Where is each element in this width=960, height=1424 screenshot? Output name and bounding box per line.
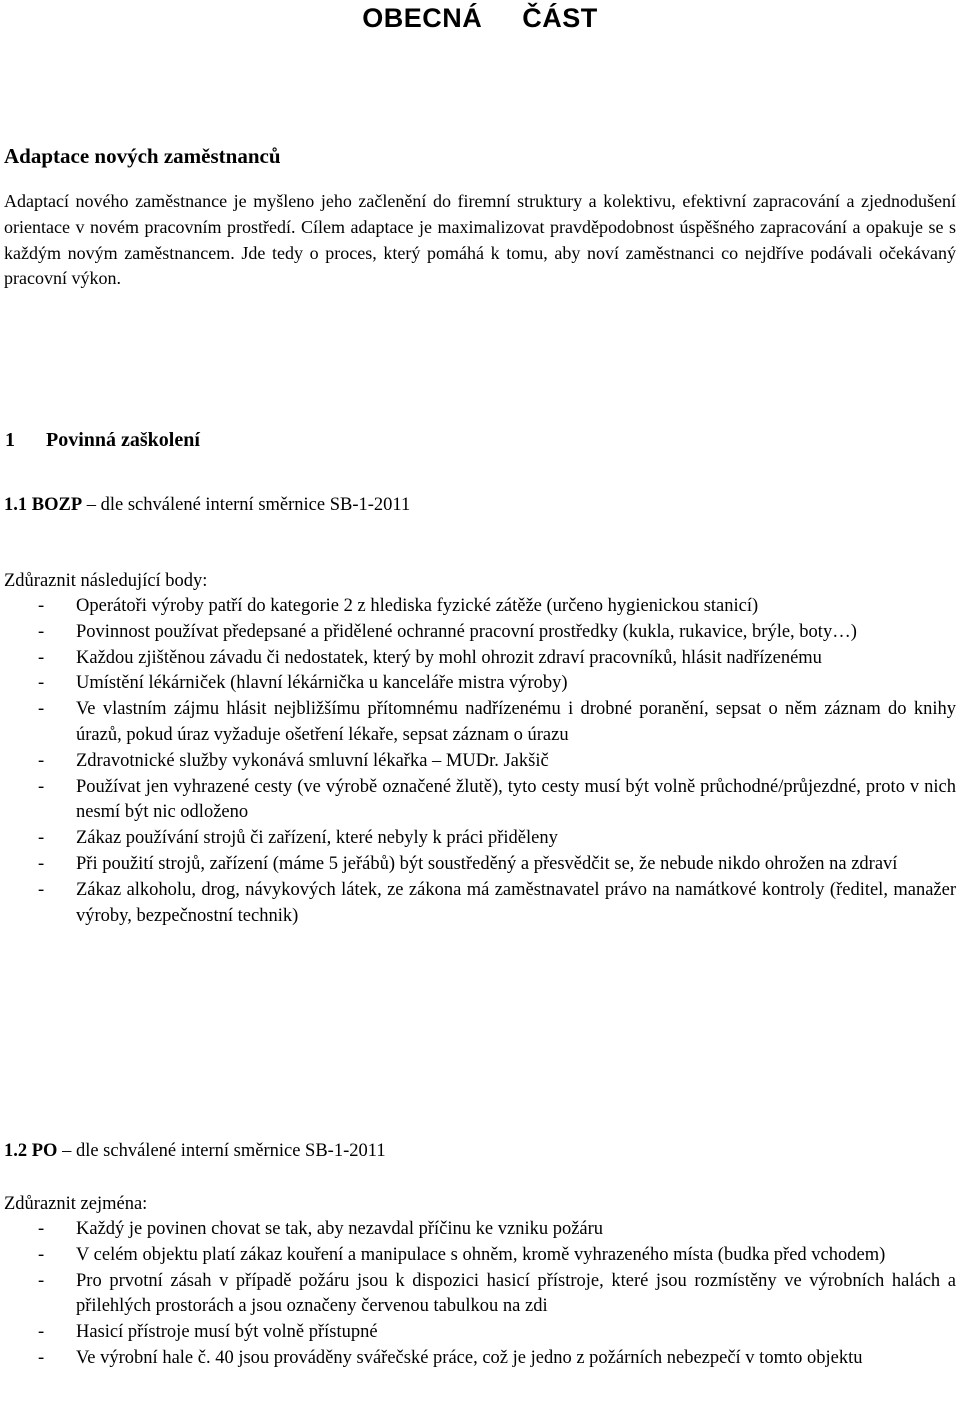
bozp-list-item: - Zákaz používání strojů či zařízení, které nebyly k práci přiděleny [0,826,956,852]
bozp-list-item: - Každou zjištěnou závadu či nedostatek, který by mohl ohrozit zdraví pracovníků, hlásit nadřízenému [0,646,956,672]
adaptation-heading: Adaptace nových zaměstnanců [4,144,281,168]
po-intro: Zdůraznit zejména: [4,1194,148,1214]
bozp-list-item: - Zákaz alkoholu, drog, návykových látek, ze zákona má zaměstnavatel právo na namátkové kontroly (ředitel, manažer výroby, bezpečnostní technik) [0,878,956,930]
bozp-rest: – dle schválené interní směrnice SB-1-2011 [82,495,411,515]
adaptation-paragraph: Adaptací nového zaměstnance je myšleno jeho začlenění do firemní struktury a kolektivu, efektivní zapracování a zjednodušení orientace v novém pracovním prostředí. Cílem adaptace je maximalizovat pravděpodobnost úspěšného zapracování a opakuje se s každým novým zaměstnancem. Jde tedy o proces, který pomáhá k tomu, aby noví zaměstnanci co nejdříve podávali očekávaný pracovní výkon. [4,191,956,289]
bozp-list-item: - Zdravotnické služby vykonává smluvní lékařka – MUDr. Jakšič [0,749,956,775]
bozp-number: 1.1 [4,495,28,515]
bozp-list-item: - Používat jen vyhrazené cesty (ve výrobě označené žlutě), tyto cesty musí být volně průchodné/průjezdné, proto v nich nesmí být nic odloženo [0,775,956,827]
section-title: Povinná zaškolení [46,429,200,451]
po-list-item: - Pro prvotní zásah v případě požáru jsou k dispozici hasicí přístroje, které jsou rozmístěny ve výrobních halách a přilehlých prostorách a jsou označeny červenou tabulkou na zdi [0,1269,956,1321]
bozp-list-item: - Operátoři výroby patří do kategorie 2 z hlediska fyzické zátěže (určeno hygienickou stanicí) [0,594,956,620]
po-list-item: - Každý je povinen chovat se tak, aby nezavdal příčinu ke vzniku požáru [0,1217,956,1243]
bozp-list [0,594,956,929]
po-list-item: - Ve výrobní hale č. 40 jsou prováděny svářečské práce, což je jedno z požárních nebezpečí v tomto objektu [0,1346,956,1372]
bozp-list-item: - Umístění lékárniček (hlavní lékárnička u kanceláře mistra výroby) [0,671,956,697]
po-number: 1.2 [4,1141,28,1161]
bozp-list-item: - Při použití strojů, zařízení (máme 5 jeřábů) být soustředěný a přesvědčit se, že nebude nikdo ohrožen na zdraví [0,852,956,878]
bozp-intro: Zdůraznit následující body: [4,571,208,591]
bozp-list-item: - Povinnost používat předepsané a přidělené ochranné pracovní prostředky (kukla, rukavice, brýle, boty…) [0,620,956,646]
po-list [0,1217,956,1372]
po-list-item: - V celém objektu platí zákaz kouření a manipulace s ohněm, kromě vyhrazeného místa (budka před vchodem) [0,1243,956,1269]
bozp-list-item: - Ve vlastním zájmu hlásit nejbližšímu přítomnému nadřízenému i drobné poranění, sepsat o něm záznam do knihy úrazů, pokud úraz vyžaduje ošetření lékaře, sepsat záznam o úrazu [0,697,956,749]
section-number: 1 [5,429,15,451]
po-rest: – dle schválené interní směrnice SB-1-2011 [57,1141,386,1161]
po-label: PO [31,1141,58,1161]
bozp-label: BOZP [31,495,83,515]
po-heading [4,1138,386,1164]
bozp-heading [4,492,410,518]
po-list-item: - Hasicí přístroje musí být volně přístupné [0,1320,956,1346]
page-title: OBECNÁ ČÁST [362,3,598,33]
